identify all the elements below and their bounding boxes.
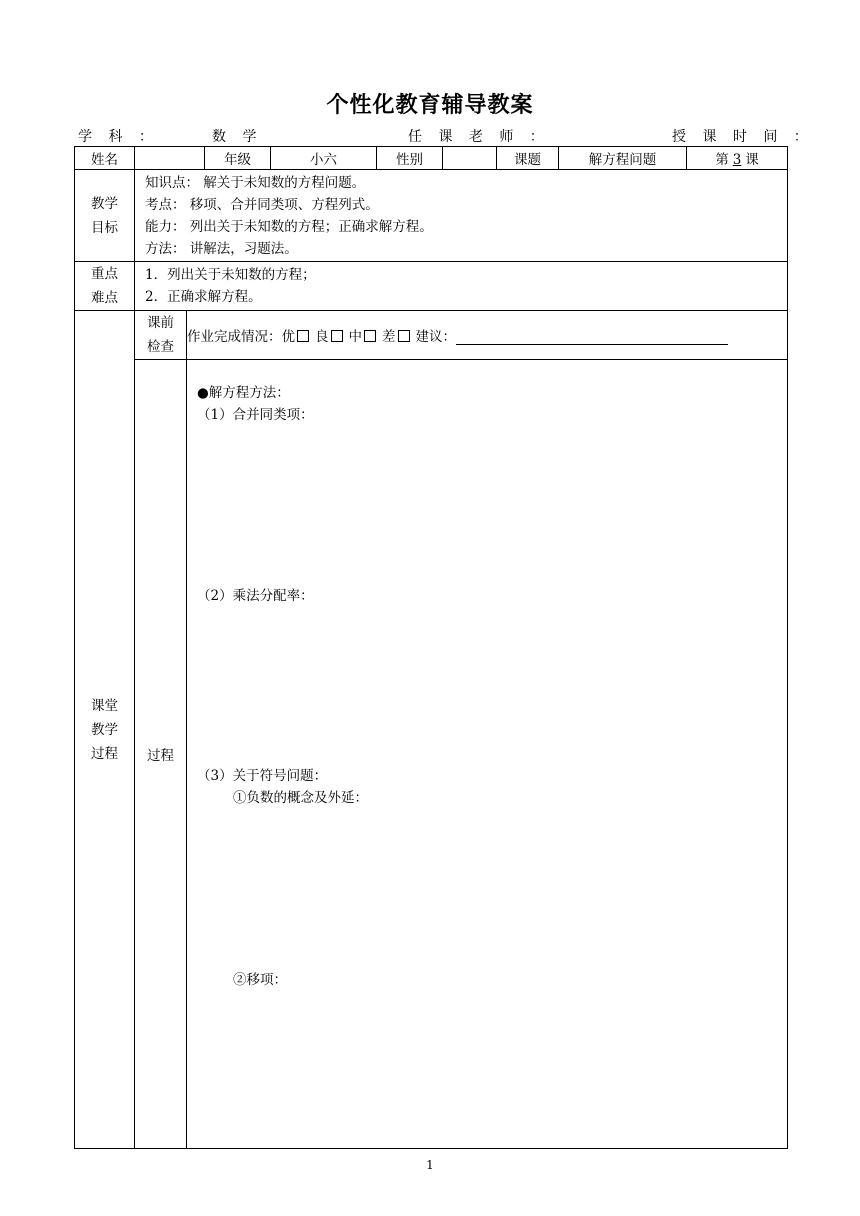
process-row [75,360,788,1149]
name-label: 姓名 [75,147,135,170]
homework-label: 作业完成情况： [187,329,282,345]
pre-class-check-row [75,311,788,360]
gender-label: 性别 [377,147,443,170]
key-points-label-line: 难点 [91,290,118,306]
topic-label: 课题 [497,147,559,170]
objectives-label [75,170,135,262]
page-number: 1 [426,1158,434,1172]
pre-check-label [135,311,187,360]
document-title: 个性化教育辅导教案 [326,93,534,118]
process-heading: ●解方程方法： [197,385,290,401]
lesson-number[interactable]: 3 [732,152,742,168]
grade-value[interactable]: 小六 [271,147,377,170]
objectives-label-line: 目标 [91,219,118,236]
rating-poor-checkbox[interactable] [398,330,410,342]
key-point-line: 1．列出关于未知数的方程； [145,267,316,283]
suggestion-label: 建议： [415,329,456,345]
objective-line: 方法： 讲解法，习题法。 [145,240,298,257]
method-subitem-1: ①负数的概念及外延： [233,790,368,806]
topic-value[interactable]: 解方程问题 [559,147,687,170]
suggestion-field[interactable] [456,330,728,345]
class-process-label-line: 过程 [91,745,118,762]
objective-line: 考点： 移项、合并同类项、方程列式。 [145,196,379,213]
rating-average: 中 [348,329,362,345]
method-subitem-2: ②移项： [233,972,287,988]
info-row [75,147,788,170]
objectives-label-line: 教学 [91,195,118,212]
rating-excellent: 优 [281,329,295,345]
lesson-number-cell [687,147,788,170]
process-content [187,360,788,1149]
time-label: 授 课 时 间 ： [672,129,814,145]
method-item-1: （1）合并同类项： [197,407,314,423]
gender-field[interactable] [443,147,497,170]
grade-label: 年级 [205,147,271,170]
pre-check-label-line: 课前 [147,315,174,331]
lesson-prefix: 第 [715,152,729,168]
key-points-row [75,262,788,311]
class-process-label [75,311,135,1149]
pre-check-label-line: 检查 [147,339,174,355]
objective-line: 能力： 列出关于未知数的方程；正确求解方程。 [145,218,433,235]
class-process-label-line: 教学 [91,721,118,738]
key-points-content [135,262,788,311]
process-label: 过程 [135,360,187,1149]
objectives-content [135,170,788,262]
class-process-label-line: 课堂 [91,697,118,714]
key-points-label [75,262,135,311]
objective-line: 知识点： 解关于未知数的方程问题。 [145,174,366,191]
objectives-row [75,170,788,262]
lesson-plan-table [74,146,788,1149]
rating-good: 良 [315,329,329,345]
method-item-2: （2）乘法分配率： [197,588,314,604]
name-field[interactable] [135,147,205,170]
homework-check [187,311,788,360]
rating-excellent-checkbox[interactable] [297,330,309,342]
rating-average-checkbox[interactable] [364,330,376,342]
subject-label: 学 科 ： [78,129,159,145]
rating-poor: 差 [382,329,396,345]
teacher-label: 任 课 老 师 ： [408,129,550,145]
rating-good-checkbox[interactable] [331,330,343,342]
key-points-label-line: 重点 [91,266,118,282]
process-area [187,360,787,1147]
method-item-3: （3）关于符号问题： [197,768,328,784]
key-point-line: 2．正确求解方程。 [145,289,262,305]
subject-value: 数 学 [212,129,263,145]
lesson-suffix: 课 [745,152,759,168]
